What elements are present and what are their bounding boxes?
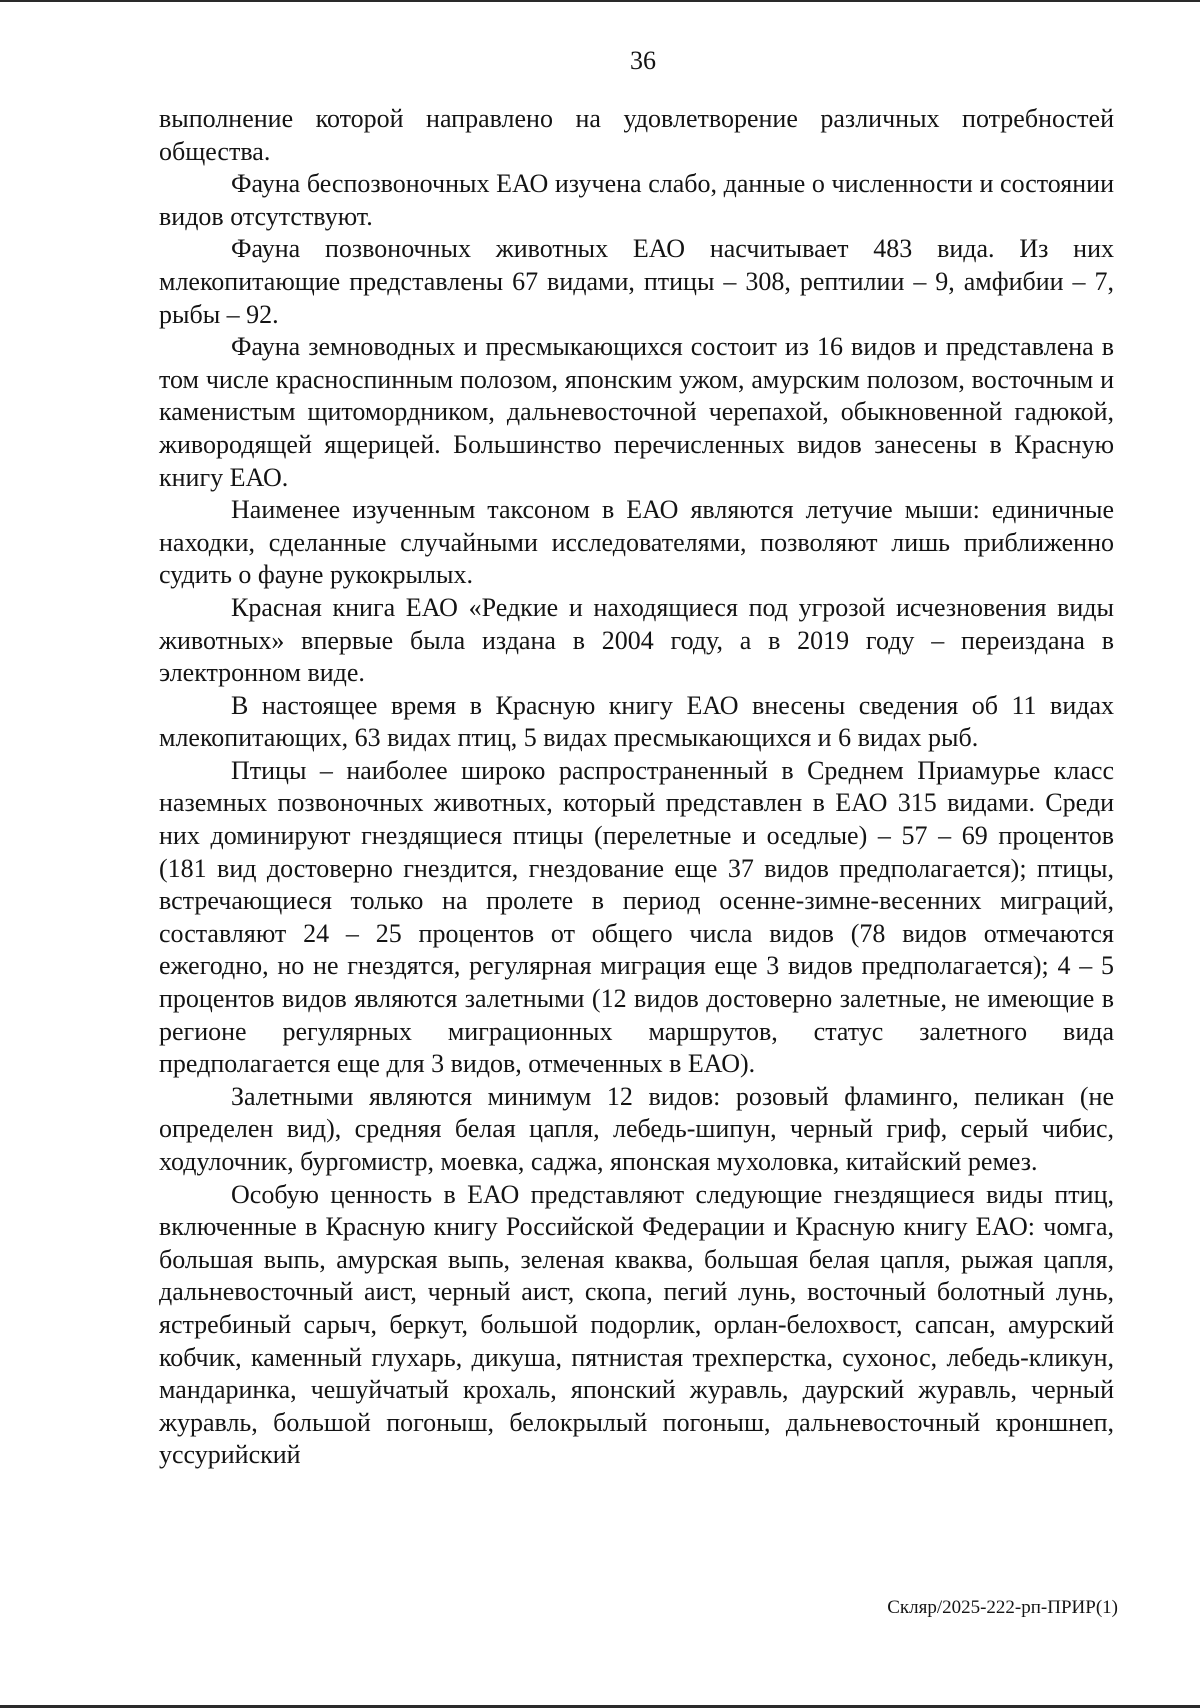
paragraph-red-book: Красная книга ЕАО «Редкие и находящиеся под угрозой исчезновения виды животных» впервые была издана в 2004 году, а в 2019 году – переиздана в электронном виде. — [159, 592, 1114, 688]
paragraph-vertebrates: Фауна позвоночных животных ЕАО насчитывает 483 вида. Из них млекопитающие представлены 67 видами, птицы – 308, рептилии – 9, амфибии – 7, рыбы – 92. — [159, 234, 1114, 329]
document-body — [159, 103, 1114, 1472]
page-number: 36 — [630, 46, 656, 75]
paragraph-continuation: выполнение которой направлено на удовлетворение различных потребностей общества. — [159, 104, 1114, 166]
paragraph-amphibians-reptiles: Фауна земноводных и пресмыкающихся состоит из 16 видов и представлена в том числе красноспинным полозом, японским ужом, амурским полозом, восточным и каменистым щитомордником, дальневосточной черепахой, обыкновенной гадюкой, живородящей ящерицей. Большинство перечисленных видов занесены в Красную книгу ЕАО. — [159, 332, 1114, 492]
scan-top-edge — [0, 0, 1200, 2]
paragraph-red-book-species: В настоящее время в Красную книгу ЕАО внесены сведения об 11 видах млекопитающих, 63 видах птиц, 5 видах пресмыкающихся и 6 видах рыб. — [159, 690, 1114, 753]
document-code: Скляр/2025-222-рп-ПРИР(1) — [887, 1597, 1118, 1618]
paragraph-valuable-birds: Особую ценность в ЕАО представляют следующие гнездящиеся виды птиц, включенные в Красную книгу Российской Федерации и Красную книгу ЕАО: чомга, большая выпь, амурская выпь, зеленая кваква, большая белая цапля, рыжая цапля, дальневосточный аист, черный аист, скопа, пегий лунь, восточный болотный лунь, ястребиный сарыч, беркут, большой подорлик, орлан-белохвост, сапсан, амурский кобчик, каменный глухарь, дикуша, пятнистая трехперстка, сухонос, лебедь-кликун, мандаринка, чешуйчатый крохаль, японский журавль, даурский журавль, черный журавль, большой погоныш, белокрылый погоныш, дальневосточный кроншнеп, уссурийский — [159, 1179, 1114, 1470]
paragraph-bats: Наименее изученным таксоном в ЕАО являются летучие мыши: единичные находки, сделанные случайными исследователями, позволяют лишь приближенно судить о фауне рукокрылых. — [159, 495, 1114, 590]
paragraph-birds: Птицы – наиболее широко распространенный в Среднем Приамурье класс наземных позвоночных животных, который представлен в ЕАО 315 видами. Среди них доминируют гнездящиеся птицы (перелетные и оседлые) – 57 – 69 процентов (181 вид достоверно гнездится, гнездование еще 37 видов предполагается); птицы, встречающиеся только на пролете в период осенне-зимне-весенних миграций, составляют 24 – 25 процентов от общего числа видов (78 видов отмечаются ежегодно, но не гнездятся, регулярная миграция еще 3 видов предполагается); 4 – 5 процентов видов являются залетными (12 видов достоверно залетные, не имеющие в регионе регулярных миграционных маршрутов, статус залетного вида предполагается еще для 3 видов, отмеченных в ЕАО). — [159, 755, 1114, 1079]
paragraph-vagrant-birds: Залетными являются минимум 12 видов: розовый фламинго, пеликан (не определен вид), средняя белая цапля, лебедь-шипун, черный гриф, серый чибис, ходулочник, бургомистр, моевка, саджа, японская мухоловка, китайский ремез. — [159, 1081, 1114, 1176]
paragraph-invertebrates: Фауна беспозвоночных ЕАО изучена слабо, данные о численности и состоянии видов отсутствуют. — [159, 169, 1114, 231]
